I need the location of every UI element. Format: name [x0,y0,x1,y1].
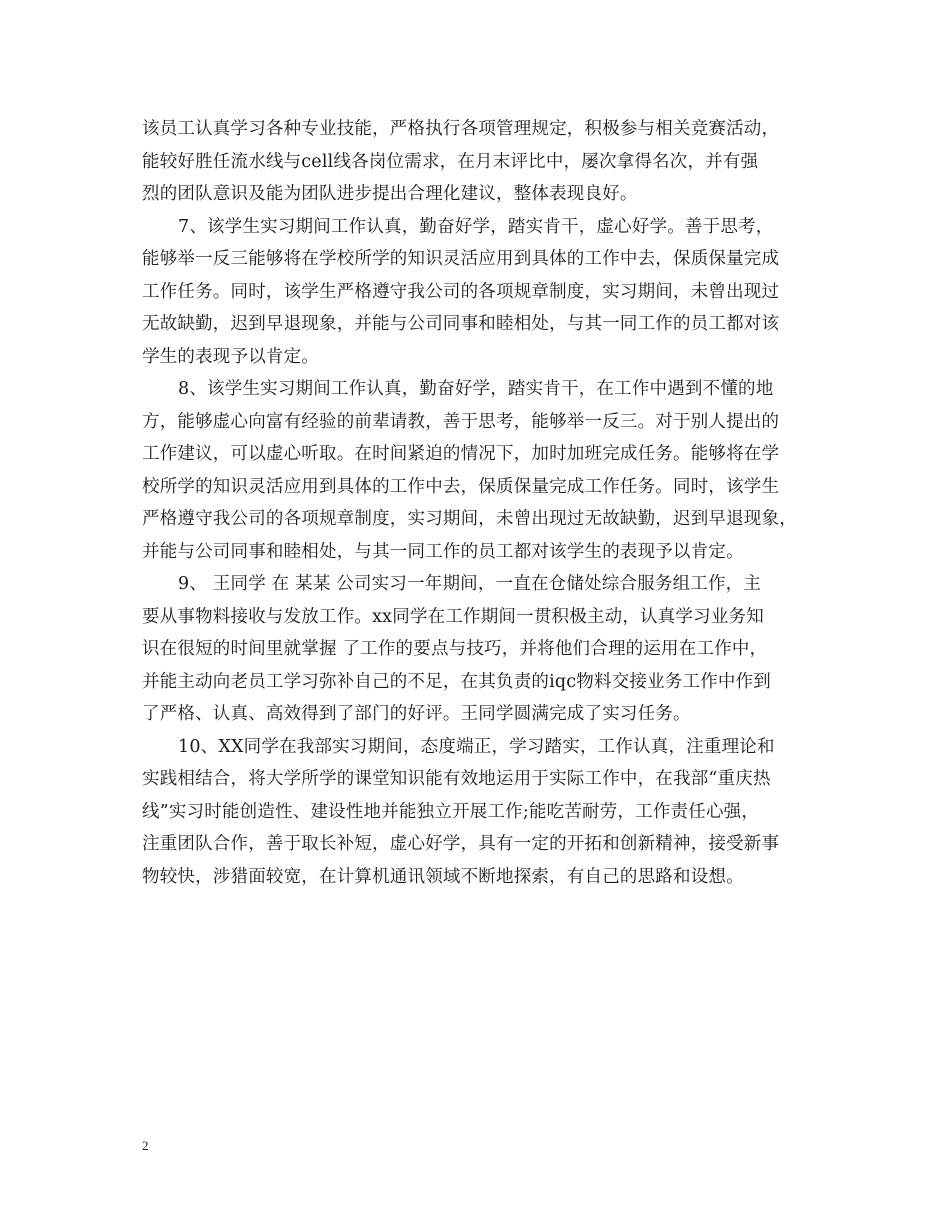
paragraph-item-8 [142,373,832,568]
document-body [142,113,832,893]
text-line: 注重团队合作，善于取长补短，虚心好学，具有一定的开拓和创新精神，接受新事 [142,834,780,854]
text-line: 实践相结合，将大学所学的课堂知识能有效地运用于实际工作中，在我部“重庆热 [142,769,771,789]
page-number: 2 [142,1138,149,1153]
paragraph-item-7 [142,211,832,374]
text-line: 该员工认真学习各种专业技能，严格执行各项管理规定，积极参与相关竞赛活动， [142,119,780,139]
text-line: 能较好胜任流水线与cell线各岗位需求，在月末评比中，屡次拿得名次，并有强 [142,151,759,172]
text-line: 方，能够虚心向富有经验的前辈请教，善于思考，能够举一反三。对于别人提出的 [142,411,780,432]
text-line: 并能主动向老员工学习弥补自己的不足，在其负责的iqc物料交接业务工作中作到 [142,671,771,692]
text-line: 学生的表现予以肯定。 [142,346,319,367]
text-line: 能够举一反三能够将在学校所学的知识灵活应用到具体的工作中去，保质保量完成 [142,249,780,269]
text-line: 9、 王同学 在 某某 公司实习一年期间，一直在仓储处综合服务组工作，主 [178,574,762,594]
text-line: 并能与公司同事和睦相处，与其一同工作的员工都对该学生的表现予以肯定。 [142,541,744,562]
text-line: 物较快，涉猎面较宽，在计算机通讯领域不断地探索，有自己的思路和设想。 [142,866,744,887]
text-line: 线”实习时能创造性、建设性地并能独立开展工作;能吃苦耐劳，工作责任心强， [142,801,760,822]
text-line: 7、该学生实习期间工作认真，勤奋好学，踏实肯干，虚心好学。善于思考， [178,216,774,237]
text-line: 烈的团队意识及能为团队进步提出合理化建议，整体表现良好。 [142,184,638,204]
text-line: 无故缺勤，迟到早退现象，并能与公司同事和睦相处，与其一同工作的员工都对该 [142,314,780,334]
text-line: 10、XX同学在我部实习期间，态度端正，学习踏实，工作认真，注重理论和 [178,736,775,757]
text-line: 8、该学生实习期间工作认真，勤奋好学，踏实肯干，在工作中遇到不懂的地 [178,379,774,399]
text-line: 工作任务。同时，该学生严格遵守我公司的各项规章制度，实习期间，未曾出现过 [142,281,780,302]
text-line: 工作建议，可以虚心听取。在时间紧迫的情况下，加时加班完成任务。能够将在学 [142,444,780,464]
paragraph-item-9 [142,568,832,731]
paragraph-item-10 [142,731,832,894]
text-line: 了严格、认真、高效得到了部门的好评。王同学圆满完成了实习任务。 [142,704,691,724]
text-line: 严格遵守我公司的各项规章制度，实习期间，未曾出现过无故缺勤，迟到早退现象， [142,509,797,529]
paragraph-continuation [142,113,832,211]
text-line: 要从事物料接收与发放工作。xx同学在工作期间一贯积极主动，认真学习业务知 [142,606,764,627]
text-line: 识在很短的时间里就掌握 了工作的要点与技巧，并将他们合理的运用在工作中， [142,639,768,659]
text-line: 校所学的知识灵活应用到具体的工作中去，保质保量完成工作任务。同时，该学生 [142,476,780,497]
